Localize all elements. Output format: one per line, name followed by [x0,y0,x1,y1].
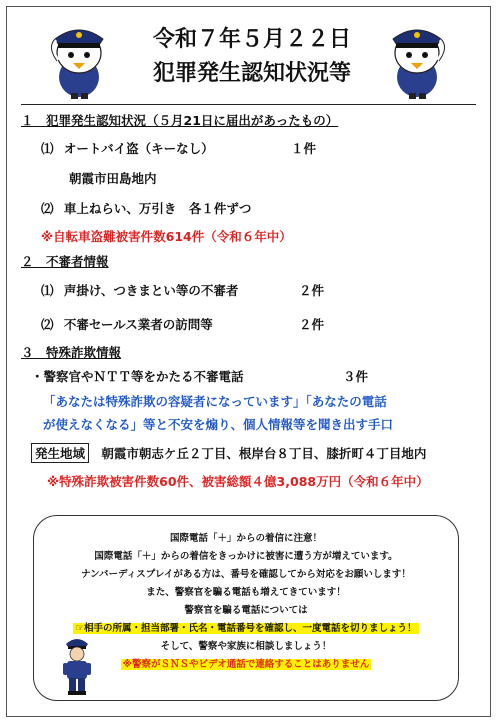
section1-item2: ⑵ 車上ねらい、万引き 各１件ずつ [41,201,252,216]
section2-item1: ⑴ 声掛け、つきまとい等の不審者 [41,283,239,298]
notice-line8: ※警察がＳＮＳやビデオ通話で連絡することはありません [122,659,370,670]
notice-line7: そして、警察や家族に相談しましょう！ [160,641,332,652]
section3-item-count: ３件 [343,369,369,384]
police-mascot-right-icon [379,17,455,99]
section1-item1-place: 朝霞市田島地内 [69,171,157,186]
section2-item2: ⑵ 不審セールス業者の訪問等 [41,317,213,332]
section2-item1-count: ２件 [299,283,325,298]
section3-heading: ３ 特殊詐欺情報 [21,345,122,360]
section3-quote-line2: が使えなくなる」等と不安を煽り、個人情報等を聞き出す手口 [43,417,394,432]
section2-item2-count: ２件 [299,317,325,332]
section1-item1-count: １件 [291,141,317,156]
title-subject: 犯罪発生認知状況等 [152,61,351,86]
flyer-frame [6,6,491,717]
section3-note: ※特殊詐欺被害件数60件、被害総額４億3,088万円（令和６年中） [47,474,429,489]
police-mascot-left-icon [41,17,117,99]
notice-line6: ☞相手の所属・担当部署・氏名・電話番号を確認し、一度電話を切りましょう！ [75,623,417,634]
notice-box [33,515,459,701]
section3-item: ・警察官やＮＴＴ等をかたる不審電話 [31,369,244,384]
header-divider [21,104,476,105]
notice-line1: 国際電話「＋」からの着信に注意！ [169,533,322,544]
section1-heading: １ 犯罪発生認知状況（５月21日に届出があったもの） [21,113,339,128]
police-officer-icon [60,634,94,696]
page-title [127,23,377,91]
header [7,7,490,102]
notice-line3: ナンバーディスプレイがある方は、番号を確認してから対応をお願いします！ [81,569,411,580]
section1-note: ※自転車盗難被害件数614件（令和６年中） [41,229,292,244]
notice-line4: また、警察官を騙る電話も増えてきています！ [146,587,346,598]
section3-area: 発生地域 朝霞市朝志ケ丘２丁目、根岸台８丁目、膝折町４丁目地内 [31,443,426,463]
notice-line2: 国際電話「＋」からの着信をきっかけに被害に遭う方が増えています。 [94,551,398,562]
section1-item1: ⑴ オートバイ盗（キーなし） [41,141,214,156]
section2-heading: ２ 不審者情報 [21,254,109,269]
section3-quote-line1: 「あなたは特殊詐欺の容疑者になっています」「あなたの電話 [43,394,387,409]
title-date: 令和７年５月２２日 [152,27,351,52]
notice-line5: 警察官を騙る電話については [184,605,308,616]
area-label-box: 発生地域 [31,443,89,463]
